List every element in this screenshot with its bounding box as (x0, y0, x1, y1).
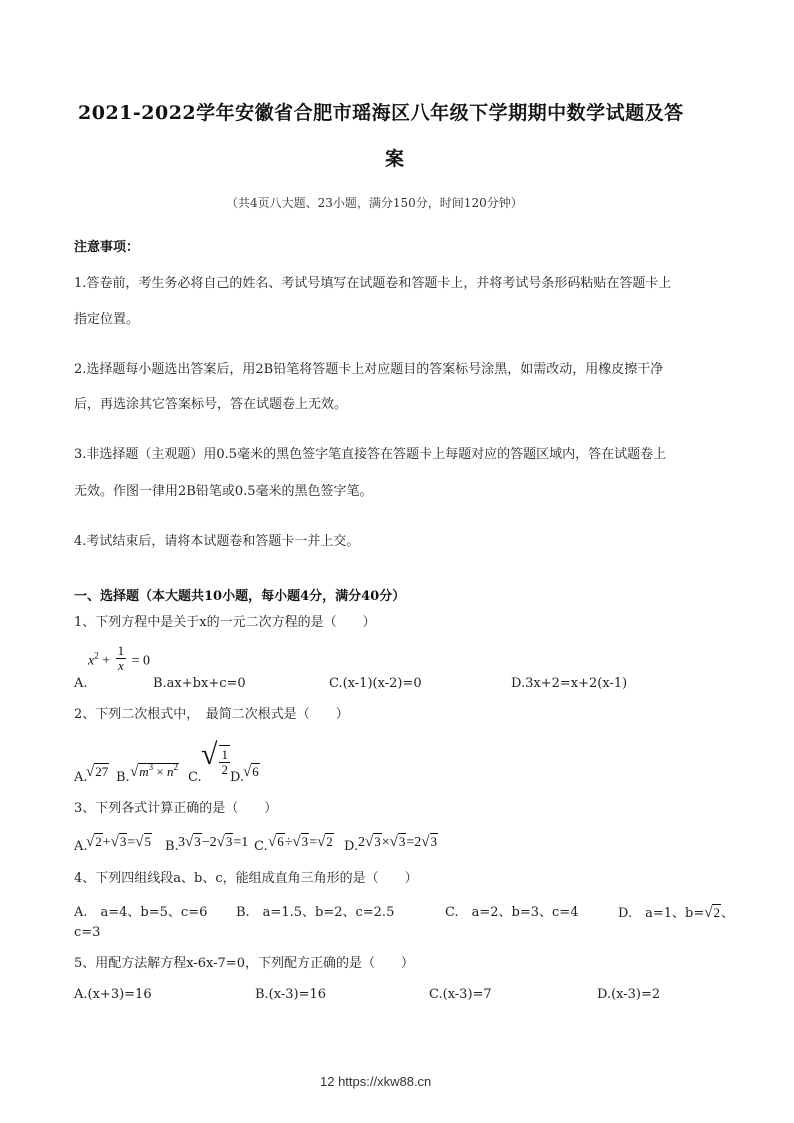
option-a-formula: √27 (86, 764, 109, 780)
option-d: D.(x-3)=2 (597, 987, 661, 1002)
question-stem: 5、用配方法解方程x-6x-7=0，下列配方正确的是（ ） (74, 956, 414, 971)
exam-info: （共4页八大题、23小题，满分150分，时间120分钟） (226, 196, 523, 210)
notice-heading: 注意事项： (74, 240, 140, 255)
option-c-formula: √ $\frac{1}{2}$ (201, 738, 228, 777)
option-d-separator: 、 (720, 906, 734, 921)
notice-item-cont: 无效。作图一律用2B铅笔或0.5毫米的黑色签字笔。 (74, 484, 373, 499)
option-b-label: B. (165, 839, 179, 854)
option-d-formula: √2 (704, 905, 720, 921)
question-stem: 4、下列四组线段a、b、c，能组成直角三角形的是（ ） (74, 871, 418, 886)
option-d-formula: 2√3×√3=2√3 (358, 834, 438, 850)
option-b: B.(x-3)=16 (255, 987, 327, 1002)
option-d-cont: c=3 (74, 925, 101, 940)
option-c: C.(x-3)=7 (429, 987, 492, 1002)
option-a-formula: $x^2$ + $\frac{1}{x}$ = 0 (88, 643, 151, 673)
question-stem: 3、下列各式计算正确的是（ ） (74, 801, 278, 816)
notice-item: 4.考试结束后，请将本试题卷和答题卡一并上交。 (74, 534, 360, 549)
notice-item: 3.非选择题（主观题）用0.5毫米的黑色签字笔直接答在答题卡上每题对应的答题区域内，答在试题卷上 (74, 447, 667, 462)
option-d: D.3x+2=x+2(x-1) (511, 676, 628, 691)
option-c: C. a=2、b=3、c=4 (445, 905, 579, 920)
option-b: B.ax+bx+c=0 (153, 676, 246, 691)
option-a: A. a=4、b=5、c=6 (74, 905, 208, 920)
notice-item-cont: 指定位置。 (74, 312, 140, 327)
question-stem: 1、下列方程中是关于x的一元二次方程的是（ ） (74, 615, 376, 630)
option-a: A.(x+3)=16 (74, 987, 152, 1002)
option-d-formula: √6 (243, 764, 259, 780)
notice-item-cont: 后，再选涂其它答案标号，答在试题卷上无效。 (74, 397, 348, 412)
option-a-label: A. (74, 839, 88, 854)
question-stem: 2、下列二次根式中， 最简二次根式是（ ） (74, 707, 349, 722)
notice-item: 1.答卷前，考生务必将自己的姓名、考试号填写在试题卷和答题卡上，并将考试号条形码粘贴在答题卡上 (74, 276, 672, 291)
option-c: C.(x-1)(x-2)=0 (329, 676, 422, 691)
option-c-label: C. (254, 839, 268, 854)
option-d-text: D. a=1、b= (618, 906, 705, 921)
option-b-label: B. (116, 770, 130, 785)
option-b-formula: 3√3−2√3=1 (178, 834, 249, 850)
option-c-formula: √6÷√3=√2 (268, 834, 333, 850)
page-footer: 12 https://xkw88.cn (320, 1074, 432, 1089)
option-a-label: A. (74, 676, 88, 691)
section-heading: 一、选择题（本大题共10小题，每小题4分，满分40分） (74, 589, 406, 604)
option-a-label: A. (74, 770, 88, 785)
option-b-formula: $√m^3 \times n^2$ (130, 762, 178, 780)
option-d (618, 906, 734, 920)
option-a-formula: √2+√3=√5 (86, 834, 152, 850)
page-title-continued: 案 (385, 148, 405, 170)
notice-item: 2.选择题每小题选出答案后，用2B铅笔将答题卡上对应题目的答案标号涂黑，如需改动，用橡皮擦干净 (74, 362, 664, 377)
option-c-label: C. (188, 770, 202, 785)
page-title: 2021-2022学年安徽省合肥市瑶海区八年级下学期期中数学试题及答 (78, 102, 684, 124)
option-d-label: D. (344, 839, 359, 854)
option-d-label: D. (230, 770, 245, 785)
option-b: B. a=1.5、b=2、c=2.5 (236, 905, 395, 920)
